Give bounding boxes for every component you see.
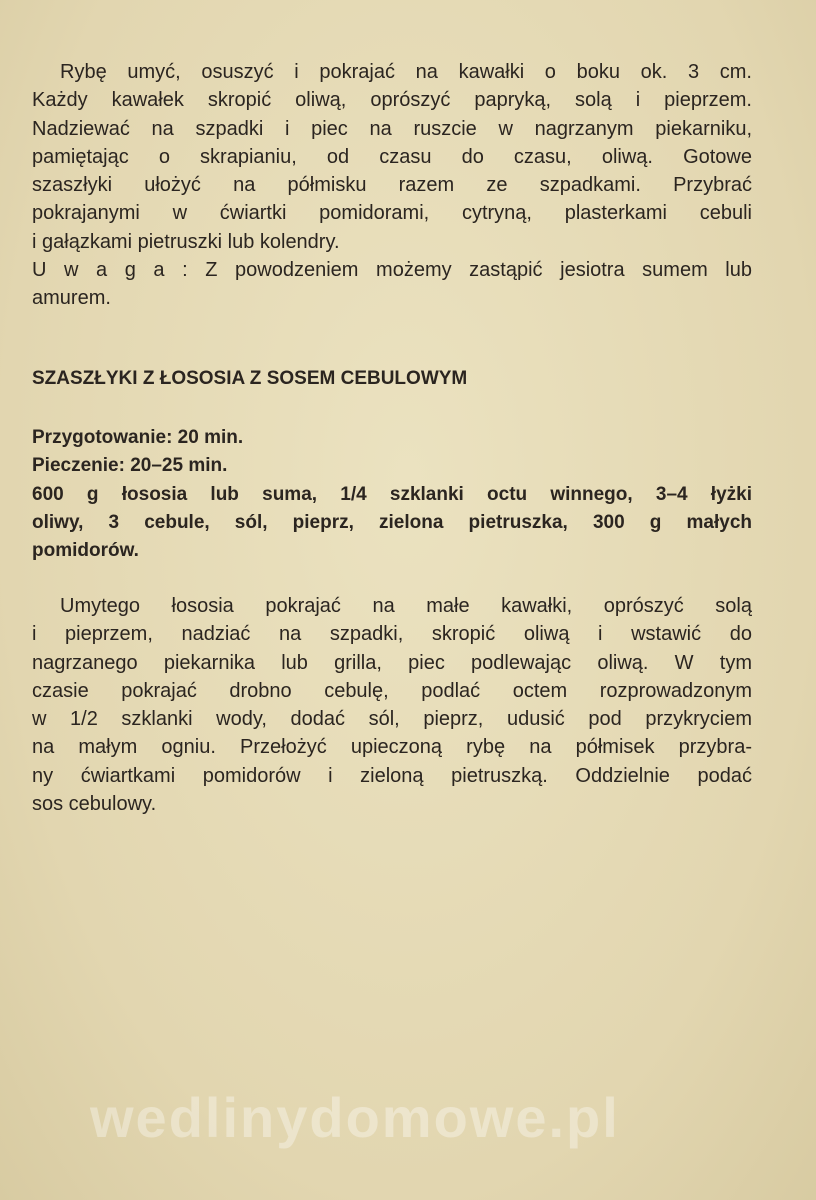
text-line: sos cebulowy. xyxy=(32,793,157,816)
note-line: U w a g a : Z powodzeniem możemy zastąpić jesiotra sumem lub xyxy=(32,259,752,282)
text-line: na małym ogniu. Przełożyć upieczoną rybę na półmisek przybra- xyxy=(32,736,752,759)
prep-time: Przygotowanie: 20 min. xyxy=(32,427,244,448)
recipe-title: SZASZŁYKI Z ŁOSOSIA Z SOSEM CEBULOWYM xyxy=(32,368,468,389)
text-line: Każdy kawałek skropić oliwą, oprószyć papryką, solą i pieprzem. xyxy=(32,89,752,112)
text-line: Umytego łososia pokrajać na małe kawałki, oprószyć solą xyxy=(60,595,752,617)
text-line: szaszłyki ułożyć na półmisku razem ze szpadkami. Przybrać xyxy=(32,174,752,197)
text-line: w 1/2 szklanki wody, dodać sól, pieprz, udusić pod przykryciem xyxy=(32,708,752,731)
text-line: czasie pokrajać drobno cebulę, podlać octem rozprowadzonym xyxy=(32,679,752,702)
bake-time: Pieczenie: 20–25 min. xyxy=(32,455,228,477)
text-line: ny ćwiartkami pomidorów i zieloną pietruszką. Oddzielnie podać xyxy=(32,764,752,787)
ingredients-line: pomidorów. xyxy=(32,540,139,562)
text-line: Rybę umyć, osuszyć i pokrajać na kawałki o boku ok. 3 cm. xyxy=(60,61,752,83)
text-line: i gałązkami pietruszki lub kolendry. xyxy=(32,230,340,253)
paragraph-instructions xyxy=(32,592,752,818)
paragraph-preparation-sturgeon xyxy=(32,58,752,313)
text-line: amurem. xyxy=(32,287,111,310)
text-line: i pieprzem, nadziać na szpadki, skropić oliwą i wstawić do xyxy=(32,623,752,646)
ingredients-line: 600 g łososia lub suma, 1/4 szklanki octu winnego, 3–4 łyżki xyxy=(32,483,752,505)
recipe-ingredients xyxy=(32,424,752,565)
text-line: pamiętając o skrapianiu, od czasu do czasu, oliwą. Gotowe xyxy=(32,145,752,168)
text-line: Nadziewać na szpadki i piec na ruszcie w nagrzanym piekarniku, xyxy=(32,117,752,140)
watermark: wedlinydomowe.pl xyxy=(90,1086,620,1149)
ingredients-line: oliwy, 3 cebule, sól, pieprz, zielona pietruszka, 300 g małych xyxy=(32,511,752,533)
text-line: nagrzanego piekarnika lub grilla, piec podlewając oliwą. W tym xyxy=(32,651,752,674)
text-line: pokrajanymi w ćwiartki pomidorami, cytryną, plasterkami cebuli xyxy=(32,202,752,225)
